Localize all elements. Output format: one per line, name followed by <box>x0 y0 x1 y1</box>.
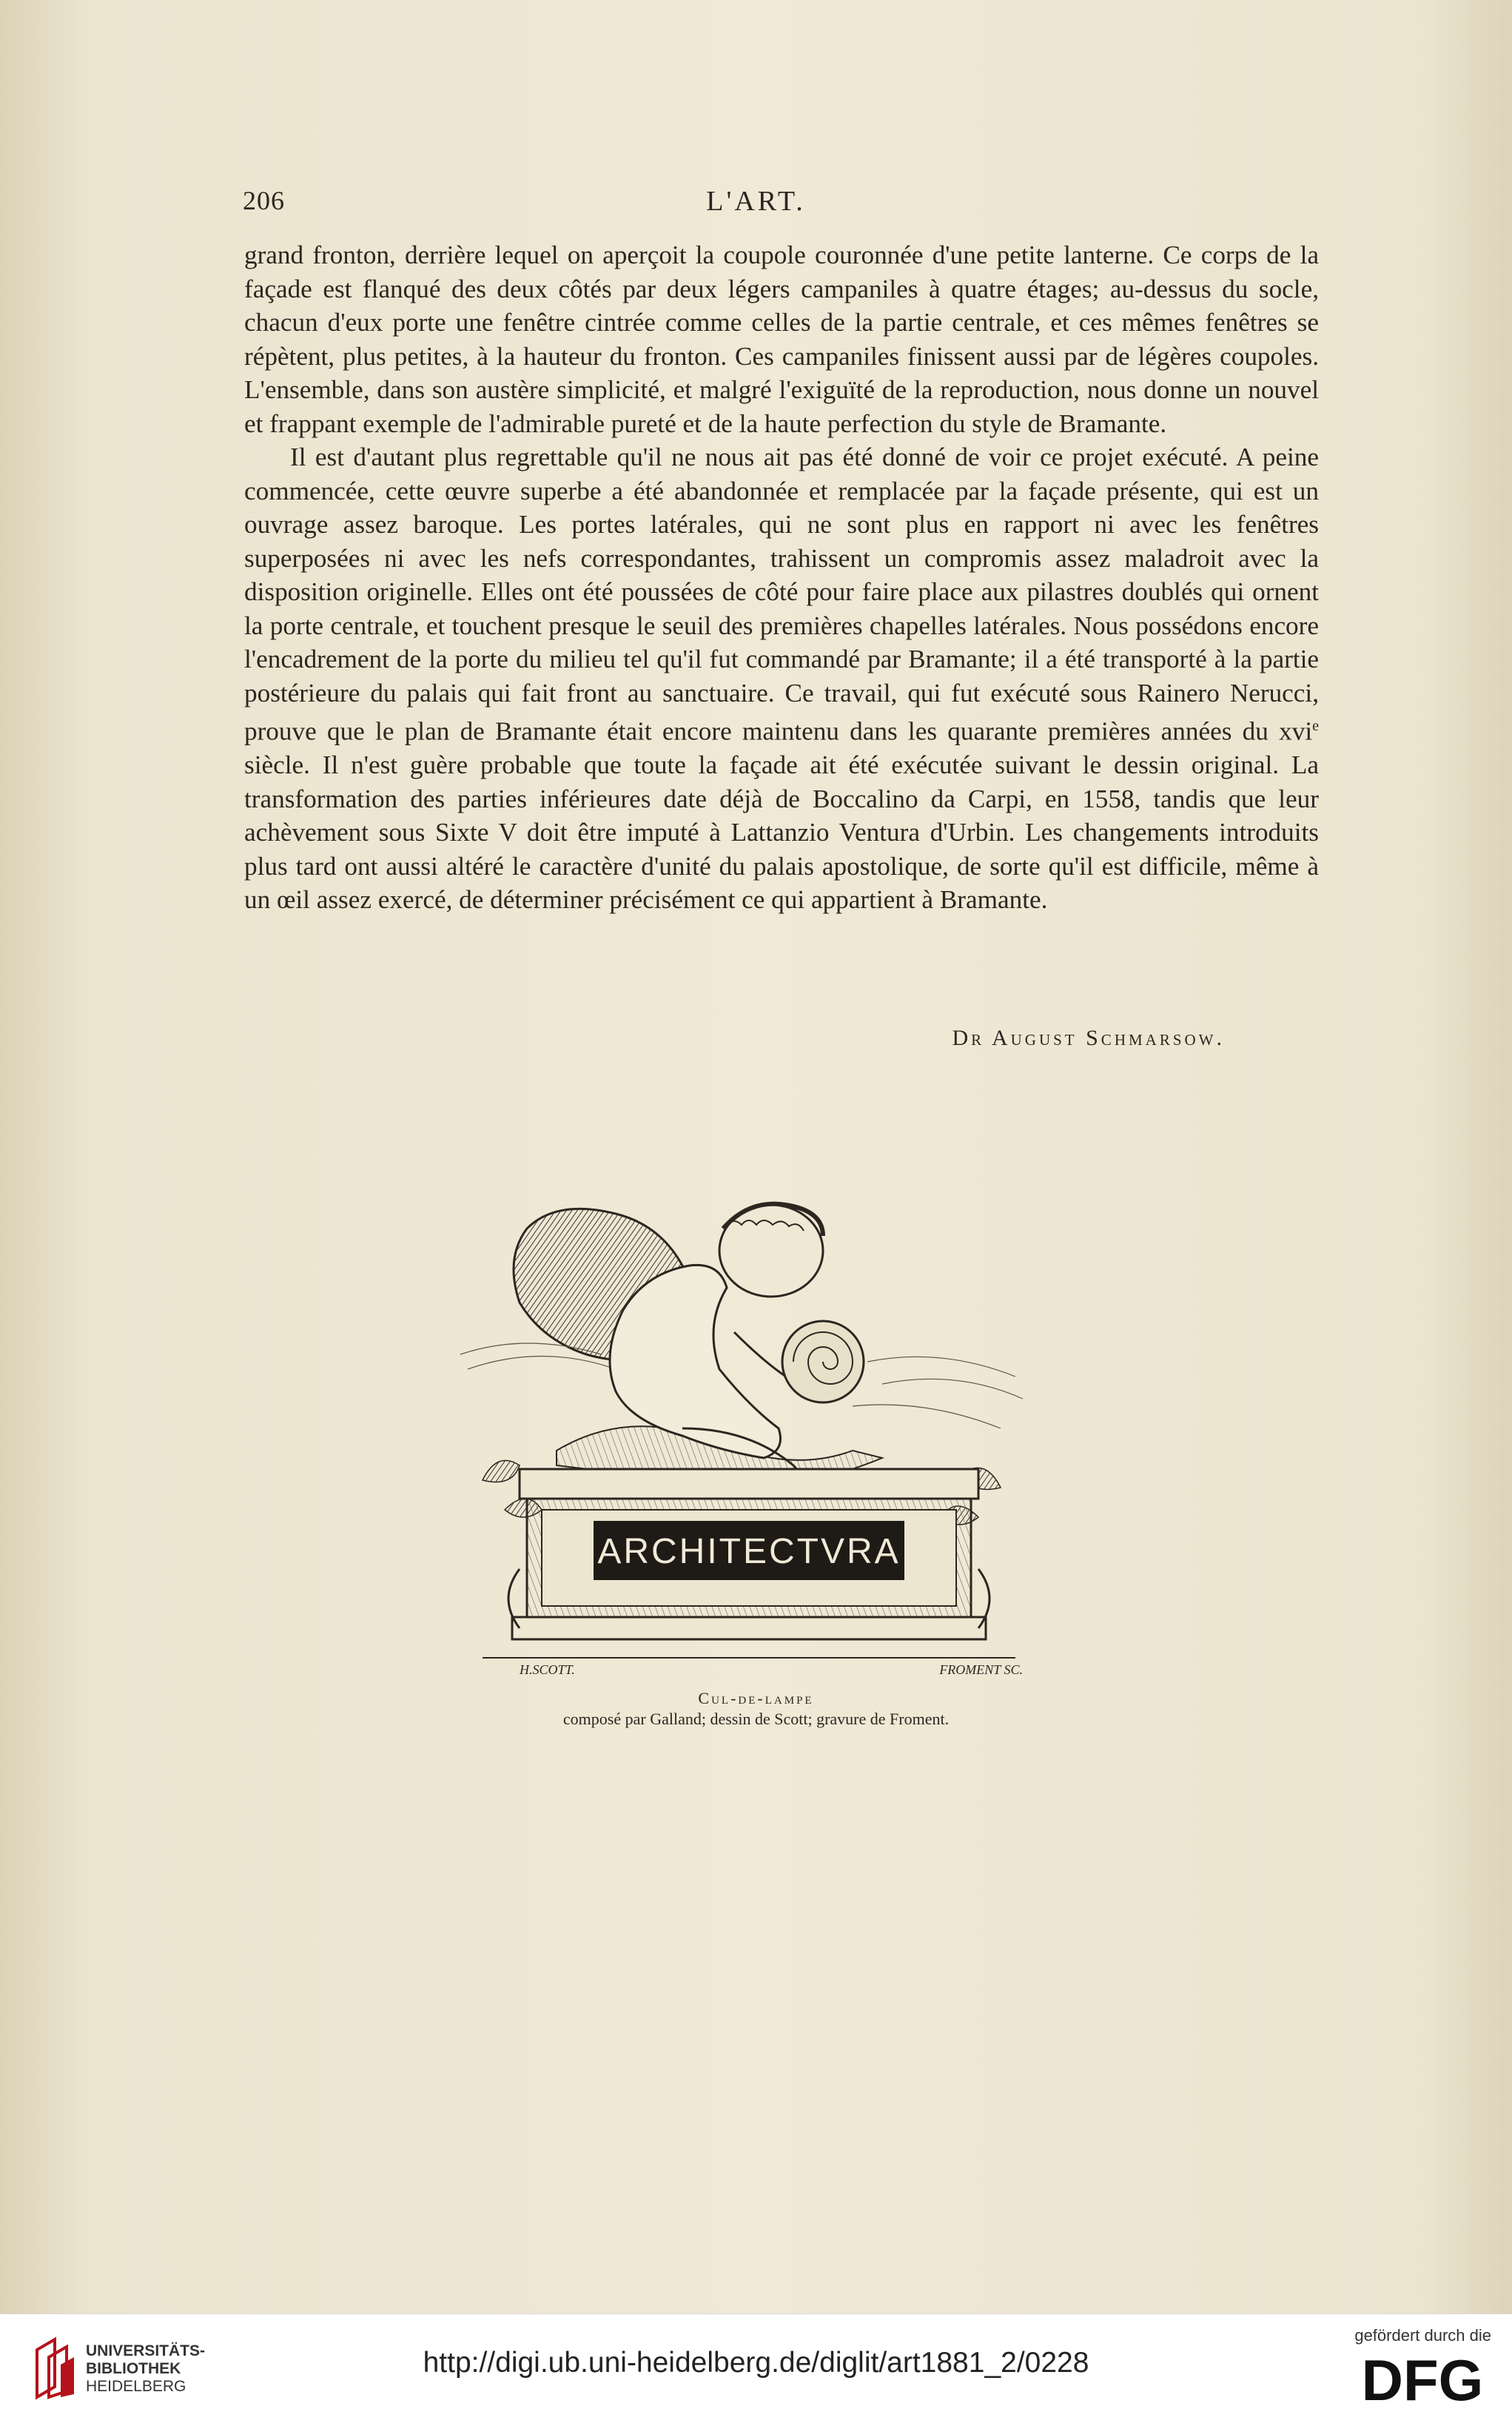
author-signature: Dr August Schmarsow. <box>952 1026 1225 1050</box>
permalink-url[interactable]: http://digi.ub.uni-heidelberg.de/diglit/art1881_2/0228 <box>423 2347 1089 2379</box>
paragraph-1: grand fronton, derrière lequel on aperçoit la coupole couronnée d'une petite lanterne. Ce corps de la façade est flanqué des deux côtés par deux légers campaniles à quatre étages; au-dessus du socle, chacun d'eux porte une fenêtre cintrée comme celles de la partie centrale, et ces mêmes fenêtres se répètent, plus petites, à la hauteur du fronton. Ces campaniles finissent aussi par de légères coupoles. L'ensemble, dans son austère simplicité, et malgré l'exiguïté de la reproduction, nous donne un nouvel et frappant exemple de l'admirable pureté et de la haute perfection du style de Bramante. <box>244 241 1319 438</box>
funding-note: gefördert durch die <box>1354 2326 1491 2345</box>
illustration-caption-credit: composé par Galland; dessin de Scott; gravure de Froment. <box>562 1710 950 1728</box>
dfg-logo-icon <box>1352 2350 1493 2409</box>
paragraph-2: Il est d'autant plus regrettable qu'il ne nous ait pas été donné de voir ce projet exécuté. A peine commencée, cette œuvre superbe a été abandonnée et remplacée par la façade présente, qui est un ouvrage assez baroque. Les portes latérales, qui ne sont plus en rapport ni avec les fenêtres superposées ni avec les nefs correspondantes, trahissent un compromis assez maladroit avec la disposition originelle. Elles ont été poussées de côté pour faire place aux pilastres doublés qui ornent la porte centrale, et touchent presque le seuil des premières chapelles latérales. Nous possédons encore l'encadrement de la porte du milieu tel qu'il fut commandé par Bramante; il a été transporté à la partie postérieure du palais qui fait front au sanctuaire. Ce travail, qui fut exécuté sous Rainero Nerucci, prouve que le plan de Bramante était encore maintenu dans les quarante premières années du xvi$^e$ siècle. Il n'est guère probable que toute la façade ait été exécutée suivant le dessin original. La transformation des parties inférieures date déjà de Boccalino da Carpi, en 1558, tandis que leur achèvement sous Sixte V doit être imputé à Lattanzio Ventura d'Urbin. Les changements introduits plus tard ont aussi altéré le caractère d'unité du palais apostolique, de sorte qu'il est difficile, même à un œil assez exercé, de déterminer précisément ce qui appartient à Bramante. <box>244 443 1319 915</box>
artist-signature-left: H.SCOTT. <box>520 1662 575 1677</box>
inscription-text: ARCHITECTVRA <box>597 1532 901 1571</box>
article-body <box>244 238 1319 917</box>
cul-de-lampe-engraving <box>438 1184 1060 1687</box>
pedestal-base <box>512 1617 986 1639</box>
pedestal-top <box>520 1469 978 1499</box>
page-header <box>0 185 1512 229</box>
viewer-footer <box>0 2314 1512 2426</box>
page-number: 206 <box>243 186 285 215</box>
running-head: L'ART. <box>706 186 806 217</box>
library-name-line3: HEIDELBERG <box>86 2378 187 2395</box>
library-name-line2: BIBLIOTHEK <box>86 2360 181 2377</box>
artist-signature-right: FROMENT SC. <box>939 1662 1023 1677</box>
illustration-caption-title: Cul-de-lampe <box>698 1689 814 1707</box>
dfg-logo-text: DFG <box>1361 2350 1484 2409</box>
library-name-line1: UNIVERSITÄTS- <box>86 2342 206 2359</box>
nautilus-shell <box>782 1321 864 1402</box>
